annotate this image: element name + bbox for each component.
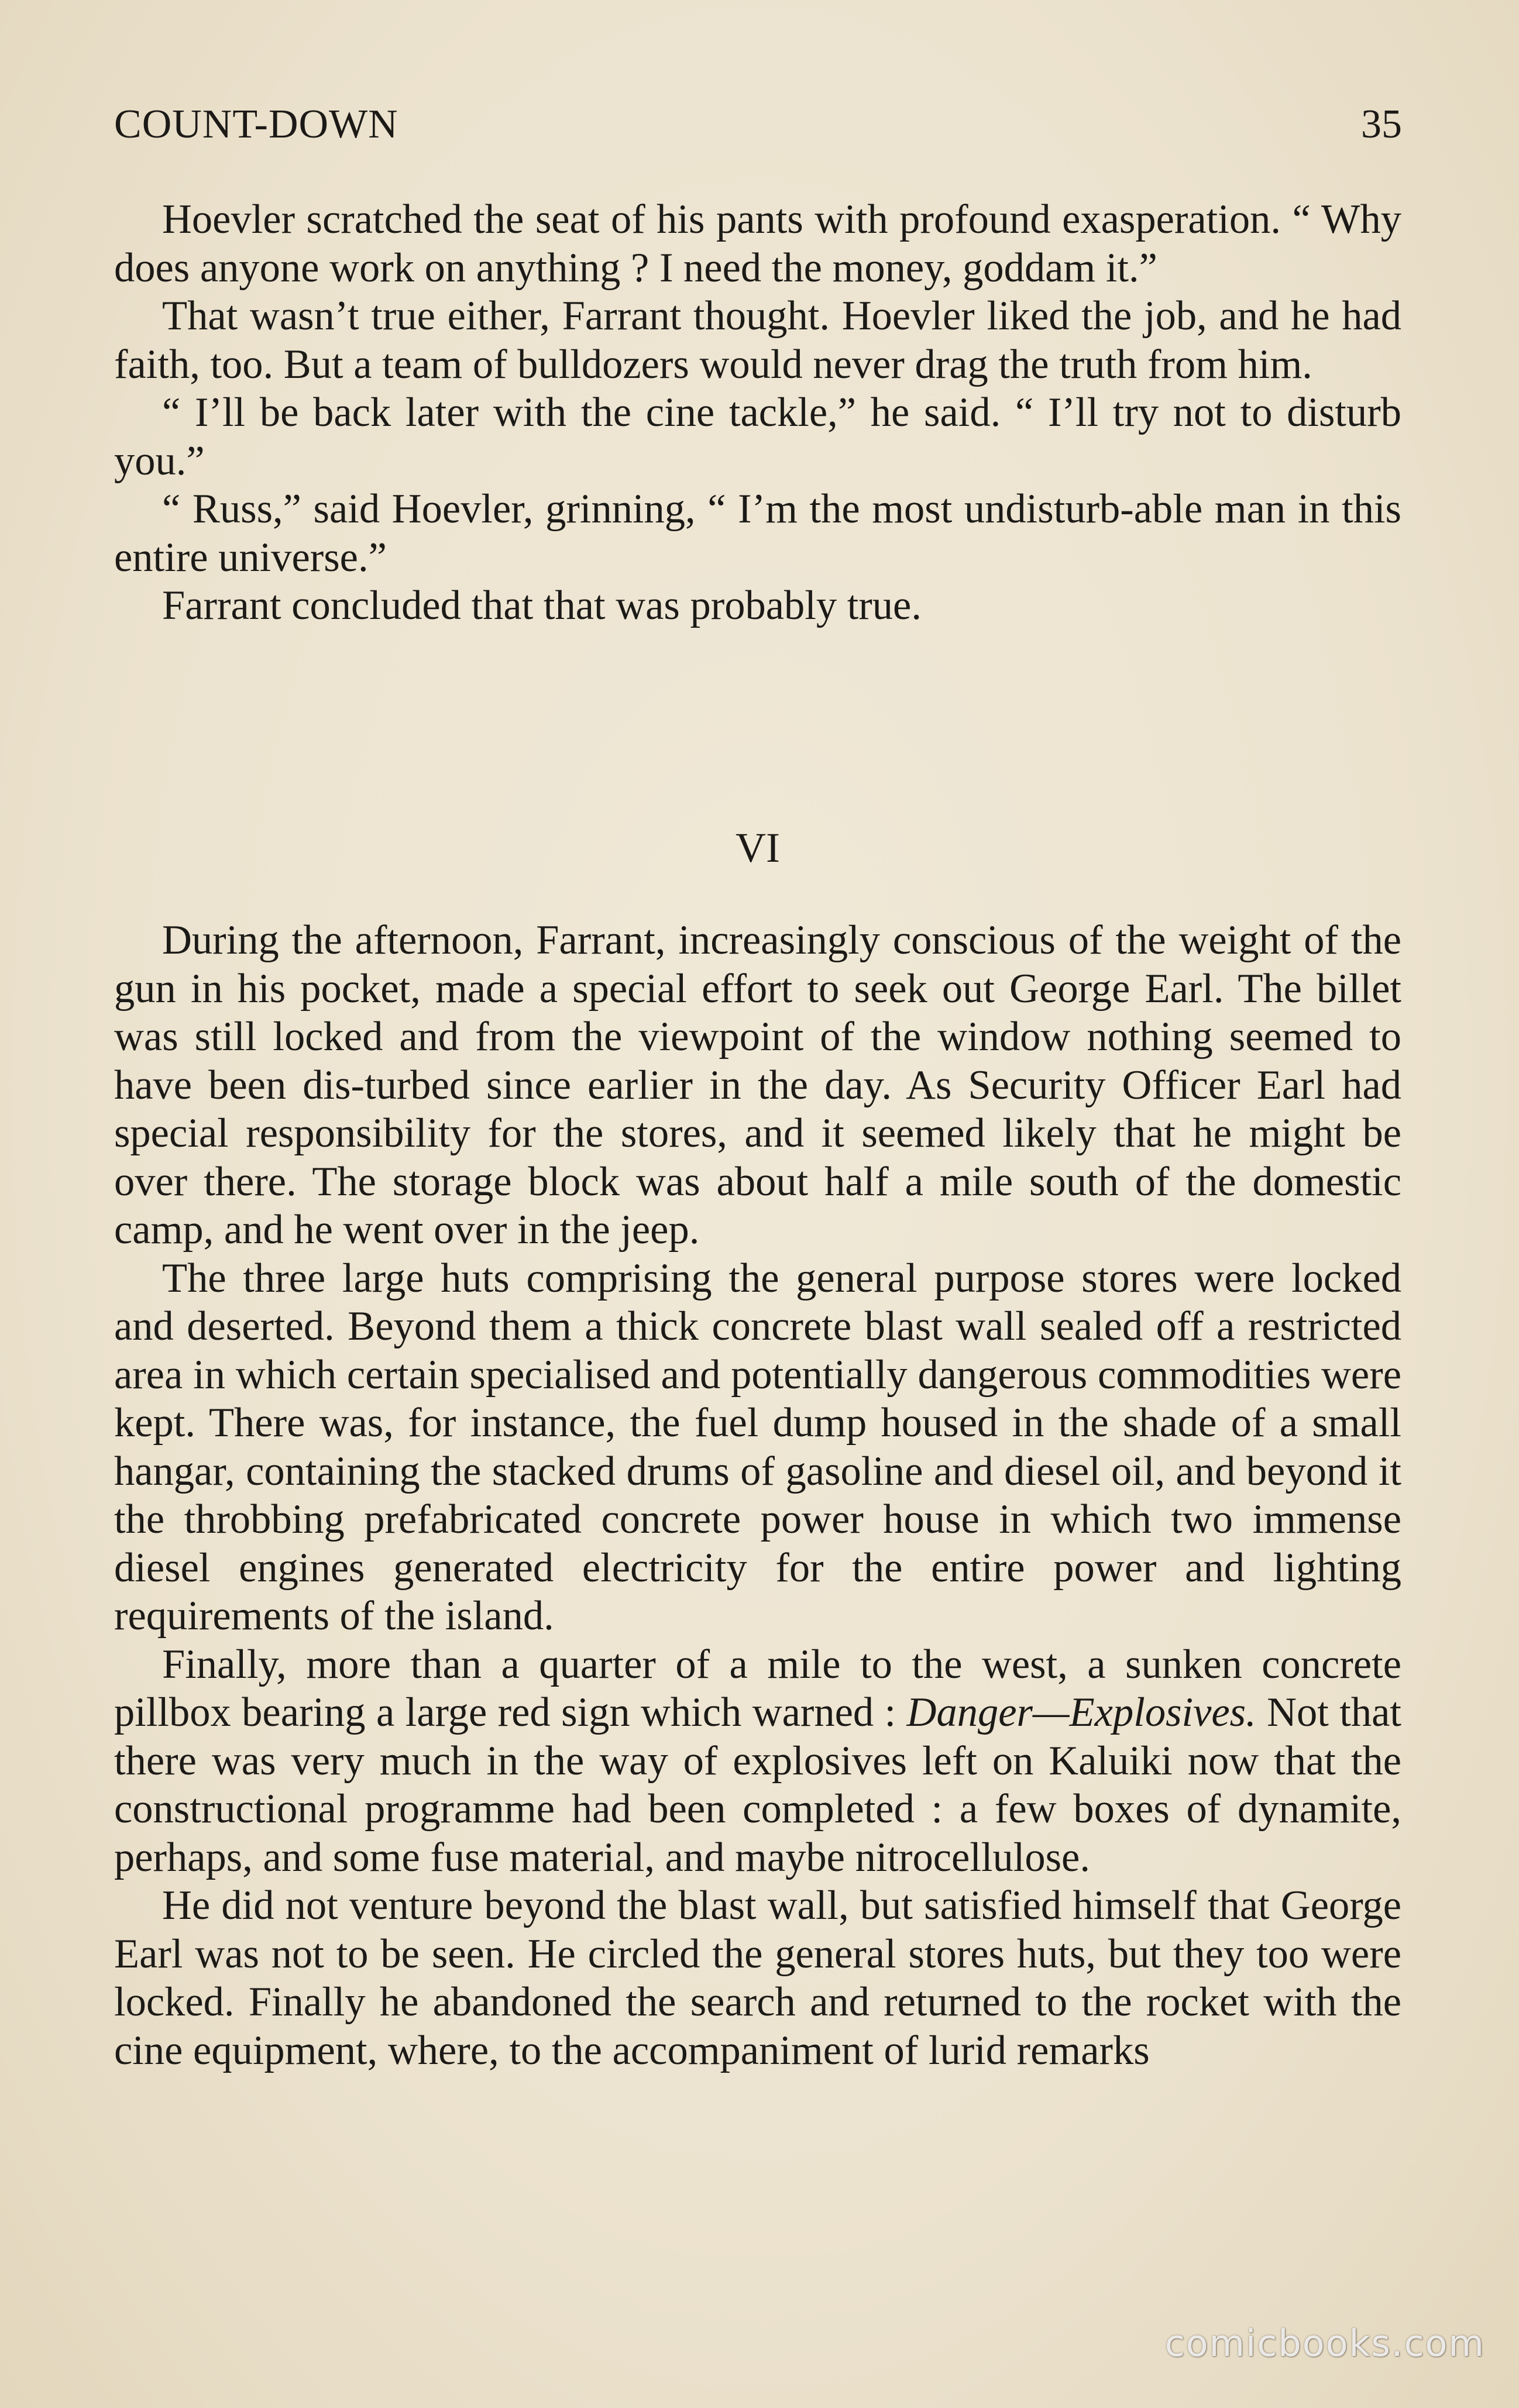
- paragraph-text: Not that there was very much in the way of explosives left on Kaluiki now that the constructional programme had been completed : a few boxes of dynamite, perhaps, and some fuse material, and maybe nitrocellulose.: [114, 1690, 1401, 1880]
- chapter-heading: VI: [736, 824, 780, 871]
- watermark: comicbooks.com: [1164, 2322, 1485, 2365]
- paragraph: Farrant concluded that that was probably true.: [162, 583, 922, 628]
- text-block-before-chapter: [114, 195, 1401, 630]
- paragraph: Hoevler scratched the seat of his pants with profound exasperation. “ Why does anyone work on anything ? I need the money, goddam it.”: [114, 197, 1401, 291]
- running-head-title: COUNT-DOWN: [114, 102, 398, 147]
- paragraph: “ I’ll be back later with the cine tackle,” he said. “ I’ll try not to disturb you.”: [114, 390, 1401, 484]
- sign-text-italic: Danger—Explosives.: [906, 1690, 1256, 1735]
- paragraph: During the afternoon, Farrant, increasingly conscious of the weight of the gun in his pocket, made a special effort to seek out George Earl. The billet was still locked and from the viewpoint of the window nothing seemed to have been dis-turbed since earlier in the day. As Security Officer Earl had special responsibility for the stores, and it seemed likely that he might be over there. The storage block was about half a mile south of the domestic camp, and he went over in the jeep.: [114, 917, 1401, 1253]
- paragraph: The three large huts comprising the general purpose stores were locked and deserted. Beyond them a thick concrete blast wall sealed off a restricted area in which certain specialised and potentially dangerous commodities were kept. There was, for instance, the fuel dump housed in the shade of a small hangar, containing the stacked drums of gasoline and diesel oil, and beyond it the throbbing prefabricated concrete power house in which two immense diesel engines generated electricity for the entire power and lighting requirements of the island.: [114, 1255, 1401, 1639]
- paragraph: “ Russ,” said Hoevler, grinning, “ I’m the most undisturb-able man in this entire universe.”: [114, 486, 1401, 580]
- paragraph: That wasn’t true either, Farrant thought. Hoevler liked the job, and he had faith, too. But a team of bulldozers would never drag the truth from him.: [114, 293, 1401, 387]
- page-number: 35: [1361, 102, 1402, 147]
- paragraph-explosives: [114, 1640, 1401, 1882]
- running-head: [114, 98, 1402, 151]
- paragraph-text: Finally, more than a quarter of a mile to the west, a sunken concrete pillbox bearing a large red sign which warned :: [114, 1641, 1401, 1735]
- paragraph: He did not venture beyond the blast wall, but satisfied himself that George Earl was not to be seen. He circled the general stores huts, but they too were locked. Finally he abandoned the search and returned to the rocket with the cine equipment, where, to the accompaniment of lurid remarks: [114, 1883, 1401, 2073]
- text-block-after-chapter: [114, 916, 1401, 2075]
